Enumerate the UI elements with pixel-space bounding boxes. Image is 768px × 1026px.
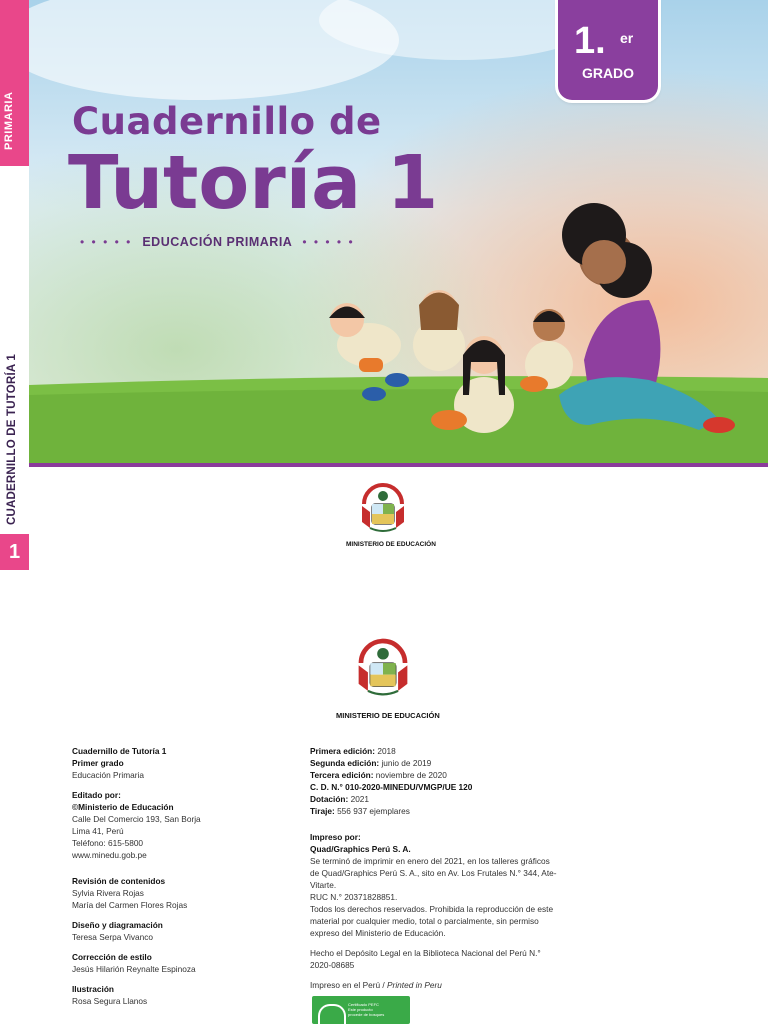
printed-in-label: Impreso en el Perú / (310, 980, 388, 990)
book-spine (0, 0, 29, 572)
design-heading: Diseño y diagramación (72, 920, 163, 930)
third-edition-value: noviembre de 2020 (375, 770, 447, 780)
dotacion-label: Dotación: (310, 794, 349, 804)
dotacion-value: 2021 (350, 794, 370, 804)
tiraje-label: Tiraje: (310, 806, 335, 816)
edited-by: ©Ministerio de Educación (72, 802, 174, 812)
ministry-label-credits: MINISTERIO DE EDUCACIÓN (336, 711, 440, 720)
spine-book-title: CUADERNILLO DE TUTORÍA 1 (6, 354, 18, 525)
rights-note: Todos los derechos reservados. Prohibida la reproducción de este material por cualquier medio, total o parcialmente, sin permiso expreso del Ministerio de Educación. (310, 904, 554, 938)
cover-subtitle: EDUCACIÓN PRIMARIA (142, 235, 293, 249)
cert-line: procede de bosques (348, 1012, 385, 1017)
style-heading: Corrección de estilo (72, 952, 152, 962)
website-line: www.minedu.gob.pe (72, 850, 147, 860)
phone-line: Teléfono: 615-5800 (72, 838, 144, 848)
ruc-line: RUC N.° 20371828851. (310, 892, 398, 902)
cert-line: Certificado PEFC (348, 1002, 379, 1007)
illustrator-name: Rosa Segura Llanos (72, 996, 148, 1006)
credits-left-column (72, 745, 292, 1015)
pefc-tree-icon (318, 1004, 346, 1026)
cover-bottom-bar (29, 463, 768, 467)
first-edition-value: 2018 (377, 746, 396, 756)
address-line: Calle Del Comercio 193, San Borja (72, 814, 201, 824)
printer-name: Quad/Graphics Perú S. A. (310, 844, 411, 854)
grade-badge (558, 0, 658, 100)
reviewer-name: María del Carmen Flores Rojas (72, 900, 188, 910)
ministry-label-cover: MINISTERIO DE EDUCACIÓN (346, 541, 436, 548)
spine-grade-number: 1 (0, 534, 29, 570)
spine-series-label: PRIMARIA (3, 91, 15, 150)
second-edition-value: junio de 2019 (381, 758, 432, 768)
first-edition-label: Primera edición: (310, 746, 376, 756)
second-edition-label: Segunda edición: (310, 758, 380, 768)
edited-heading: Editado por: (72, 790, 121, 800)
reviewer-name: Sylvia Rivera Rojas (72, 888, 144, 898)
cdn-code: C. D. N.° 010-2020-MINEDU/VMGP/UE 120 (310, 782, 473, 792)
designer-name: Teresa Serpa Vivanco (72, 932, 154, 942)
cover-illustration-area (29, 0, 768, 466)
peru-coat-of-arms-icon (354, 636, 412, 704)
cover-title-line1: Cuadernillo de (72, 100, 382, 143)
credit-level: Educación Primaria (72, 770, 144, 780)
subtitle-dots-left: • • • • • (80, 235, 133, 249)
grade-number: 1. (574, 20, 606, 62)
grade-word: GRADO (581, 65, 635, 81)
credit-book-title: Cuadernillo de Tutoría 1 (72, 746, 167, 756)
cover-subtitle-row (80, 232, 360, 252)
printed-in-english: Printed in Peru (387, 980, 442, 990)
cert-line: Este producto (348, 1007, 373, 1012)
credit-grade: Primer grado (72, 758, 124, 768)
review-heading: Revisión de contenidos (72, 876, 166, 886)
subtitle-dots-right: • • • • • (302, 235, 355, 249)
cover-title-line2: Tutoría 1 (68, 140, 439, 226)
cert-text (348, 1002, 384, 1017)
third-edition-label: Tercera edición: (310, 770, 374, 780)
print-note: Se terminó de imprimir en enero del 2021, en los talleres gráficos de Quad/Graphics Perú S. A., sito en Av. Los Frutales N.° 344, Ate-Vitarte. (310, 856, 557, 890)
grade-superscript: er (620, 30, 634, 46)
printed-heading: Impreso por: (310, 832, 361, 842)
address-line: Lima 41, Perú (72, 826, 124, 836)
style-editor-name: Jesús Hilarión Reynalte Espinoza (72, 964, 196, 974)
illustration-heading: Ilustración (72, 984, 114, 994)
peru-coat-of-arms-icon (358, 482, 408, 538)
tiraje-value: 556 937 ejemplares (337, 806, 410, 816)
credits-right-column (310, 745, 560, 999)
legal-deposit: Hecho el Depósito Legal en la Biblioteca Nacional del Perú N.° 2020-08685 (310, 948, 541, 970)
pefc-certification-badge (312, 996, 410, 1024)
